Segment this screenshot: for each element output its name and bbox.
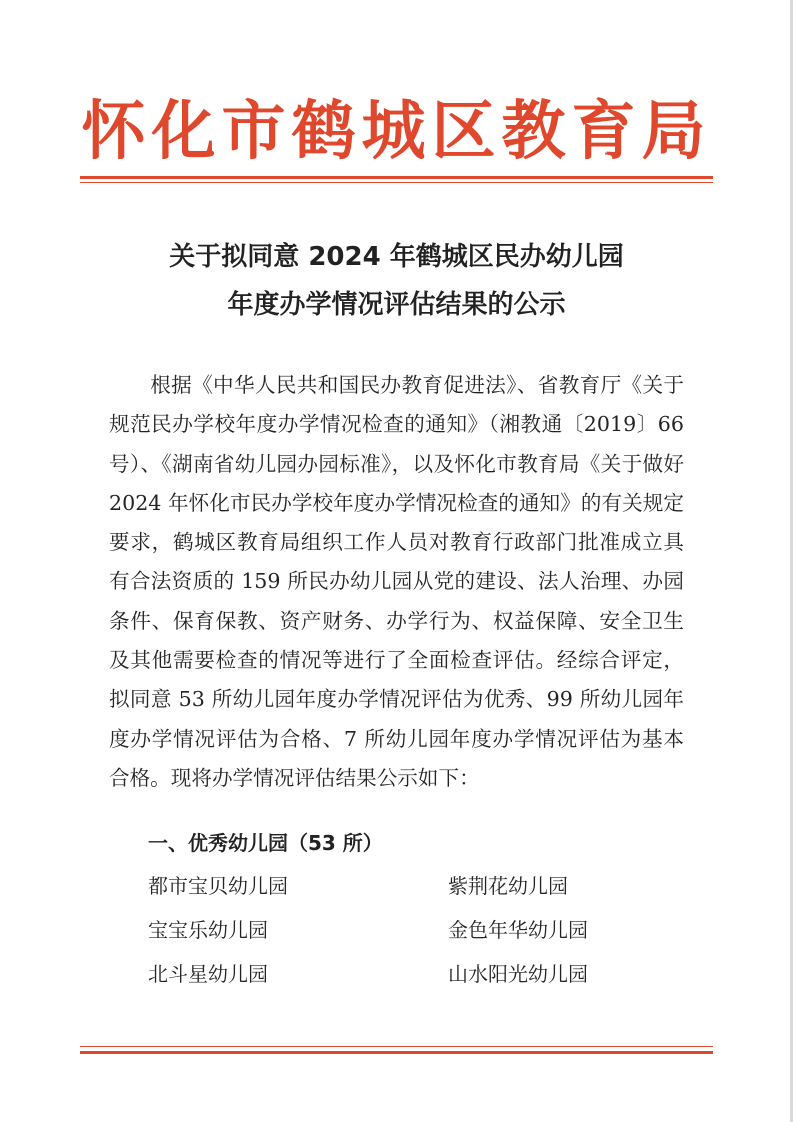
footer-rule-thick: [80, 1051, 713, 1054]
list-item: 山水阳光幼儿园: [448, 962, 588, 986]
footer-rule-thin: [80, 1046, 713, 1047]
document-title-line2: 年度办学情况评估结果的公示: [227, 290, 566, 320]
list-item: 金色年华幼儿园: [448, 918, 588, 942]
section-heading-excellent: 一、优秀幼儿园（53 所）: [148, 831, 383, 855]
letterhead-rule-thin: [80, 182, 713, 183]
letterhead-org-name: 怀化市鹤城区教育局: [81, 95, 712, 169]
list-item: 紫荆花幼儿园: [448, 874, 568, 898]
list-item: 宝宝乐幼儿园: [148, 918, 268, 942]
kindergarten-list: [148, 864, 668, 996]
letterhead-rule-thick: [80, 176, 713, 179]
document-title: [0, 233, 793, 329]
list-item: 都市宝贝幼儿园: [148, 874, 288, 898]
document-title-line1: 关于拟同意 2024 年鹤城区民办幼儿园: [169, 242, 624, 272]
body-paragraph: 根据《中华人民共和国民办教育促进法》、省教育厅《关于规范民办学校年度办学情况检查的通知》（湘教通〔2019〕66 号）、《湖南省幼儿园办园标准》，以及怀化市教育局《关于做好 2024 年怀化市民办学校年度办学情况检查的通知》的有关规定要求，鹤城区教育局组织工作人员对教育行政部门批准成立具有合法资质的 159 所民办幼儿园从党的建设、法人治理、办园条件、保育保教、资产财务、办学行为、权益保障、安全卫生及其他需要检查的情况等进行了全面检查评估。经综合评定，拟同意 53 所幼儿园年度办学情况评估为优秀、99 所幼儿园年度办学情况评估为合格、7 所幼儿园年度办学情况评估为基本合格。现将办学情况评估结果公示如下：: [109, 373, 684, 790]
list-item: 北斗星幼儿园: [148, 962, 268, 986]
